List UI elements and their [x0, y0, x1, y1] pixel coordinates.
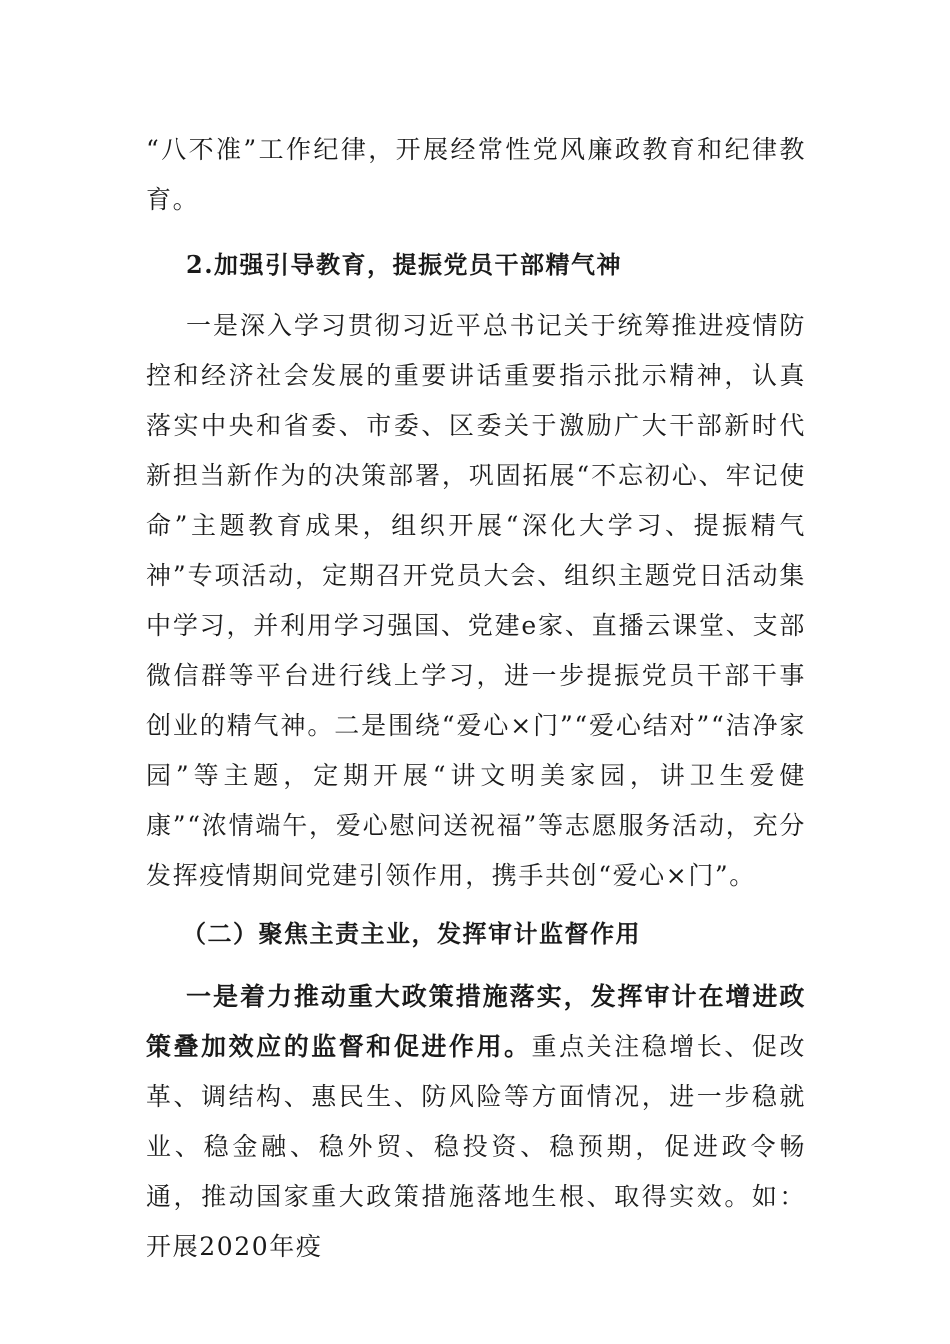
paragraph-continuation: “八不准”工作纪律，开展经常性党风廉政教育和纪律教育。 — [146, 135, 806, 214]
paragraph-education: 一是深入学习贯彻习近平总书记关于统筹推进疫情防控和经济社会发展的重要讲话重要指示批示精神，认真落实中央和省委、市委、区委关于激励广大干部新时代新担当新作为的决策部署，巩固拓展“不忘初心、牢记使命”主题教育成果，组织开展“深化大学习、提振精气神”专项活动，定期召开党员大会、组织主题党日活动集中学习，并利用学习强国、党建e家、直播云课堂、支部微信群等平台进行线上学习，进一步提振党员干部干事创业的精气神。二是围绕“爱心×门”“爱心结对”“洁净家园”等主题，定期开展“讲文明美家园，讲卫生爱健康”“浓情端午，爱心慰问送祝福”等志愿服务活动，充分发挥疫情期间党建引领作用，携手共创“爱心×门”。 — [146, 311, 806, 890]
heading-section-focus-duties: （二）聚焦主责主业，发挥审计监督作用 — [182, 919, 641, 948]
paragraph-audit-body: 重点关注稳增长、促改革、调结构、惠民生、防风险等方面情况，进一步稳就业、稳金融、稳外贸、稳投资、稳预期，促进政令畅通，推动国家重大政策措施落地生根、取得实效。如：开展2020年疫 — [146, 1032, 806, 1261]
paragraph-audit — [146, 972, 806, 1272]
paragraph-audit-lead: 一是着力推动重大政策措施落实，发挥审计在增进政策叠加效应的监督和促进作用。 — [146, 982, 806, 1061]
heading-strengthen-guidance: 2.加强引导教育，提振党员干部精气神 — [186, 250, 623, 279]
